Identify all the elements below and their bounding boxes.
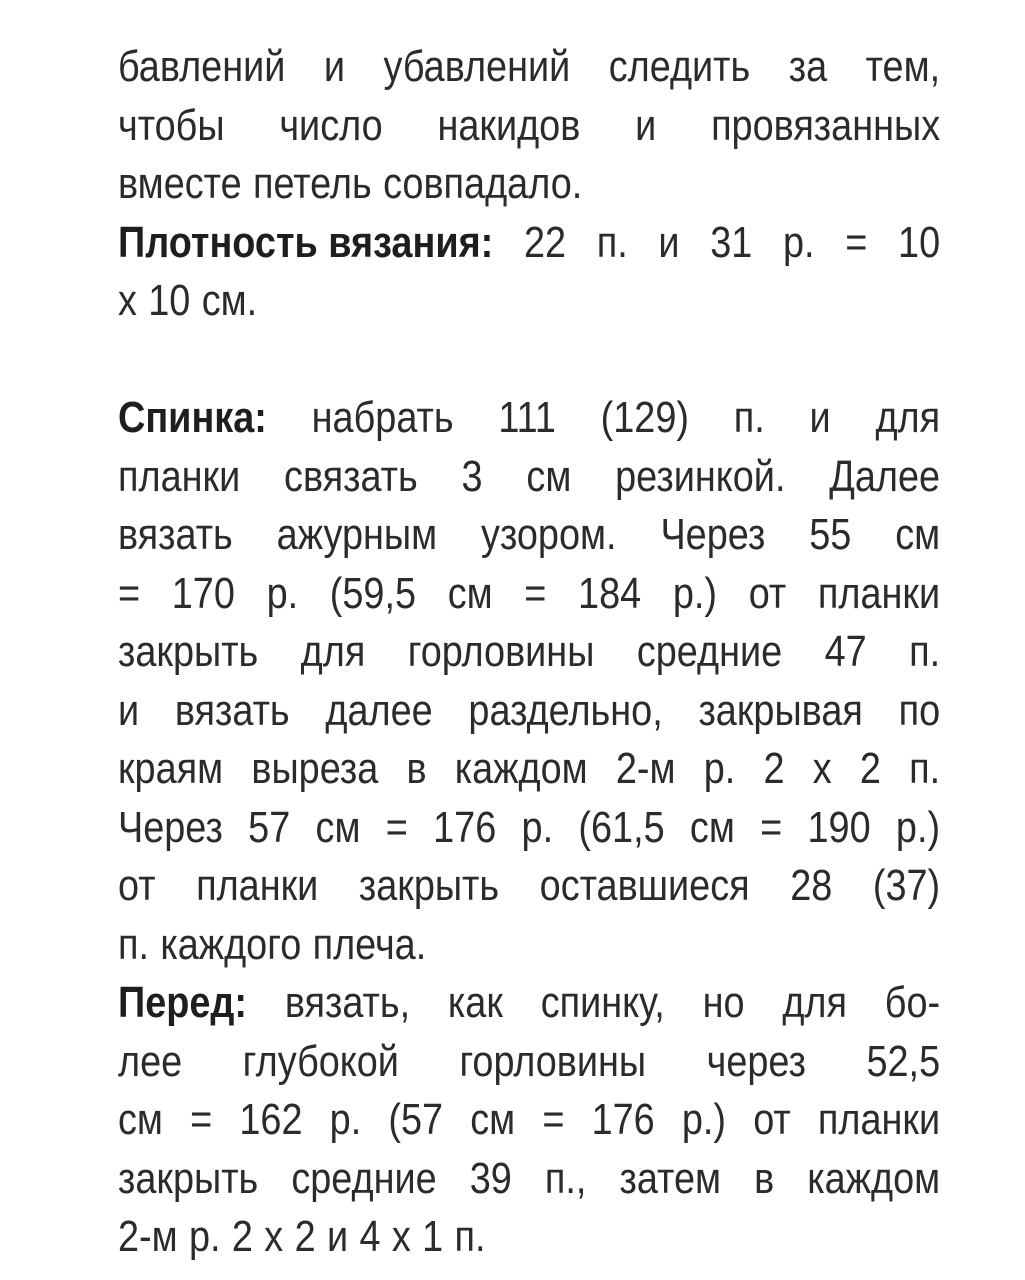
word: накидов bbox=[437, 100, 581, 150]
word: Через bbox=[118, 802, 223, 852]
word: Через bbox=[660, 510, 766, 559]
word: закрыть bbox=[118, 1153, 259, 1203]
word: п., bbox=[544, 1153, 587, 1203]
word: по bbox=[898, 685, 941, 735]
word: вместе bbox=[118, 159, 242, 208]
word: р. bbox=[189, 1212, 221, 1261]
word: р. bbox=[329, 1095, 362, 1144]
word: ажурным bbox=[276, 510, 438, 559]
word: средние bbox=[636, 627, 783, 676]
word: вязать bbox=[118, 510, 233, 559]
paragraph-spacer bbox=[118, 331, 940, 390]
word: закрыть bbox=[118, 627, 259, 676]
section-heading-front: Перед: bbox=[118, 978, 248, 1027]
word: Далее bbox=[829, 451, 941, 501]
word: связать bbox=[284, 451, 418, 501]
text-line bbox=[118, 682, 940, 741]
word: бо- bbox=[884, 978, 941, 1027]
word: планки bbox=[196, 861, 319, 910]
text-line bbox=[118, 38, 940, 97]
word: набрать bbox=[311, 393, 454, 442]
word: каждого bbox=[160, 919, 302, 969]
word: и bbox=[635, 100, 657, 150]
word: планки bbox=[817, 1095, 941, 1144]
word: от bbox=[748, 568, 787, 618]
word: и bbox=[323, 42, 346, 91]
text-line bbox=[118, 1033, 940, 1092]
word: х bbox=[118, 276, 137, 325]
word: лее bbox=[118, 1036, 183, 1086]
word: 1 bbox=[422, 1212, 444, 1261]
word: х bbox=[264, 1212, 284, 1261]
word: убавлений bbox=[383, 42, 571, 91]
text-line bbox=[118, 272, 940, 331]
word: спинку, bbox=[540, 978, 665, 1027]
word: плеча. bbox=[312, 919, 427, 969]
word: закрыть bbox=[358, 861, 500, 910]
word: р. bbox=[521, 802, 554, 852]
word: 184 bbox=[578, 568, 642, 618]
text-line bbox=[118, 1208, 940, 1267]
word: см bbox=[526, 451, 572, 501]
text-line bbox=[118, 916, 940, 975]
text-line bbox=[118, 623, 940, 682]
word: горловины bbox=[459, 1036, 647, 1086]
word: 162 bbox=[239, 1095, 303, 1144]
word: 3 bbox=[461, 451, 483, 501]
word: 4 bbox=[359, 1212, 381, 1261]
word: от bbox=[753, 1095, 791, 1144]
paragraph-gauge bbox=[118, 214, 940, 331]
text-line bbox=[118, 1150, 940, 1209]
text-line bbox=[118, 857, 940, 916]
word: х bbox=[812, 744, 832, 793]
paragraph-intro bbox=[118, 38, 940, 214]
word: закрывая bbox=[698, 685, 863, 735]
word: см. bbox=[201, 276, 258, 325]
text-line bbox=[118, 799, 940, 858]
word: глубокой bbox=[242, 1036, 399, 1086]
word: оставшиеся bbox=[539, 861, 750, 910]
word: х bbox=[391, 1212, 411, 1261]
word: узором. bbox=[481, 510, 617, 559]
word: средние bbox=[291, 1153, 437, 1203]
word: (37) bbox=[872, 861, 941, 910]
word: (59,5 bbox=[329, 568, 417, 618]
word: 28 bbox=[790, 861, 833, 910]
word: р.) bbox=[681, 1095, 727, 1144]
word: от bbox=[118, 861, 156, 910]
word: и bbox=[658, 217, 680, 267]
word: как bbox=[447, 978, 503, 1027]
word: краям bbox=[118, 744, 224, 793]
word: вязать bbox=[174, 685, 290, 735]
word: в bbox=[406, 744, 427, 793]
word: для bbox=[875, 393, 941, 442]
word: резинкой. bbox=[615, 451, 786, 501]
word: совпадало. bbox=[383, 159, 583, 208]
word: 2-м bbox=[118, 1212, 178, 1261]
word: 170 bbox=[171, 568, 235, 618]
word: и bbox=[809, 393, 831, 442]
word: = bbox=[118, 568, 141, 618]
word: 47 bbox=[824, 627, 867, 676]
text-line bbox=[118, 740, 940, 799]
word: см bbox=[315, 802, 361, 852]
word: 190 bbox=[807, 802, 871, 852]
text-line bbox=[118, 506, 940, 565]
word: вязать, bbox=[284, 978, 411, 1027]
word: 111 bbox=[498, 393, 556, 442]
word: 31 bbox=[710, 217, 753, 267]
word: 39 bbox=[469, 1153, 512, 1203]
knitting-instructions-text bbox=[118, 38, 940, 1267]
word: п. bbox=[909, 627, 941, 676]
word: для bbox=[300, 627, 366, 676]
word: затем bbox=[619, 1153, 722, 1203]
text-line bbox=[118, 565, 940, 624]
word: в bbox=[754, 1153, 775, 1203]
section-heading-gauge: Плотность вязания: bbox=[118, 217, 494, 267]
word: 10 bbox=[148, 276, 191, 325]
word: горловины bbox=[407, 627, 595, 676]
text-line bbox=[118, 155, 940, 214]
word: р. bbox=[703, 744, 736, 793]
word: через bbox=[706, 1036, 806, 1086]
word: см bbox=[689, 802, 735, 852]
word: 2-м bbox=[615, 744, 676, 793]
paragraph-back bbox=[118, 389, 940, 974]
word: (129) bbox=[600, 393, 689, 442]
word: 55 bbox=[809, 510, 852, 559]
word: раздельно, bbox=[468, 685, 663, 735]
word: р.) bbox=[895, 802, 941, 852]
text-line bbox=[118, 214, 940, 273]
word: см bbox=[895, 510, 941, 559]
word: выреза bbox=[251, 744, 379, 793]
word: = bbox=[542, 1095, 565, 1144]
word: = bbox=[760, 802, 783, 852]
word: = bbox=[385, 802, 408, 852]
text-line bbox=[118, 389, 940, 448]
word: 22 bbox=[523, 217, 567, 267]
text-line bbox=[118, 974, 940, 1033]
section-heading-back: Спинка: bbox=[118, 393, 267, 442]
word: каждом bbox=[807, 1153, 941, 1203]
word: 176 bbox=[433, 802, 497, 852]
word: 10 bbox=[898, 217, 941, 267]
word: 2 bbox=[763, 744, 785, 793]
word: 57 bbox=[248, 802, 291, 852]
word: п. bbox=[454, 1212, 486, 1261]
word: = bbox=[524, 568, 547, 618]
word: за bbox=[788, 42, 828, 91]
paragraph-front bbox=[118, 974, 940, 1267]
word: (61,5 bbox=[578, 802, 665, 852]
word: р.) bbox=[672, 568, 718, 618]
text-line bbox=[118, 97, 940, 156]
text-line bbox=[118, 1091, 940, 1150]
word: число bbox=[279, 100, 383, 150]
word: бавлений bbox=[118, 42, 286, 91]
word: далее bbox=[325, 685, 433, 735]
word: (57 bbox=[388, 1095, 444, 1144]
word: для bbox=[782, 978, 847, 1027]
word: чтобы bbox=[118, 100, 225, 150]
word: = bbox=[845, 217, 868, 267]
text-line bbox=[118, 448, 940, 507]
word: следить bbox=[608, 42, 751, 91]
word: п. bbox=[118, 919, 150, 969]
word: см bbox=[470, 1095, 516, 1144]
word: = bbox=[190, 1095, 213, 1144]
word: провязанных bbox=[711, 100, 941, 150]
word: тем, bbox=[865, 42, 941, 91]
word: 2 bbox=[294, 1212, 316, 1261]
word: п. bbox=[909, 744, 941, 793]
word: 2 bbox=[231, 1212, 253, 1261]
word: планки bbox=[817, 568, 941, 618]
word: п. bbox=[596, 217, 628, 267]
word: см bbox=[447, 568, 493, 618]
word: и bbox=[326, 1212, 349, 1261]
word: петель bbox=[252, 159, 372, 208]
word: см bbox=[118, 1095, 163, 1144]
word: 176 bbox=[591, 1095, 655, 1144]
word: 2 bbox=[859, 744, 881, 793]
word: р. bbox=[266, 568, 299, 618]
word: но bbox=[702, 978, 745, 1027]
word: и bbox=[118, 685, 140, 735]
word: планки bbox=[118, 451, 241, 501]
word: каждом bbox=[454, 744, 588, 793]
word: п. bbox=[733, 393, 765, 442]
word: 52,5 bbox=[866, 1036, 941, 1086]
word: р. bbox=[783, 217, 815, 267]
